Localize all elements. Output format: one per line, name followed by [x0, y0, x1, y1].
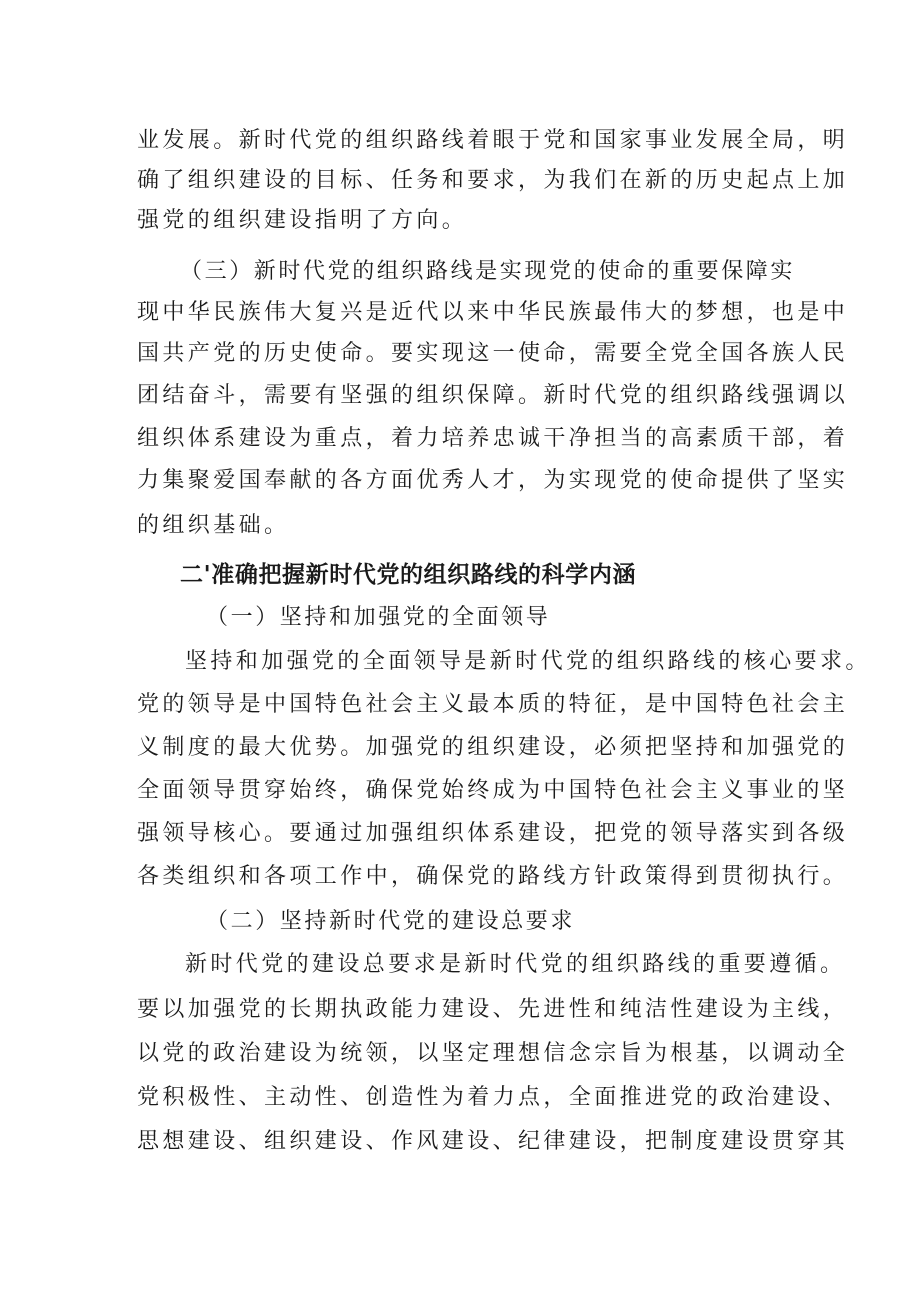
- subsection-heading: （三）新时代党的组织路线是实现党的使命的重要保障实: [180, 259, 796, 284]
- body-text-line: 要以加强党的长期执政能力建设、先进性和纯洁性建设为主线，: [137, 997, 849, 1022]
- subsection-heading: （二）坚持新时代党的建设总要求: [206, 909, 576, 934]
- body-text-line: 强党的组织建设指明了方向。: [137, 208, 468, 233]
- body-text-line: 的组织基础。: [137, 513, 290, 538]
- subsection-heading: （一）坚持和加强党的全面领导: [206, 605, 551, 630]
- body-text-line: 业发展。新时代党的组织路线着眼于党和国家事业发展全局，明: [137, 128, 849, 153]
- body-text-line: 现中华民族伟大复兴是近代以来中华民族最伟大的梦想，也是中: [137, 300, 849, 325]
- body-text-line: 坚持和加强党的全面领导是新时代党的组织路线的核心要求。: [185, 649, 871, 674]
- body-text-line: 团结奋斗，需要有坚强的组织保障。新时代党的组织路线强调以: [137, 383, 849, 408]
- section-heading: 二'准确把握新时代党的组织路线的科学内涵: [180, 562, 637, 588]
- body-text-line: 党积极性、主动性、创造性为着力点，全面推进党的政治建设、: [137, 1085, 849, 1110]
- body-text-line: 以党的政治建设为统领，以坚定理想信念宗旨为根基，以调动全: [137, 1041, 849, 1066]
- body-text-line: 党的领导是中国特色社会主义最本质的特征，是中国特色社会主: [137, 692, 849, 717]
- body-text-line: 确了组织建设的目标、任务和要求，为我们在新的历史起点上加: [137, 168, 849, 193]
- body-text-line: 强领导核心。要通过加强组织体系建设，把党的领导落实到各级: [137, 821, 849, 846]
- body-text-line: 力集聚爱国奉献的各方面优秀人才，为实现党的使命提供了坚实: [137, 468, 849, 493]
- body-text-line: 国共产党的历史使命。要实现这一使命，需要全党全国各族人民: [137, 341, 849, 366]
- body-text-line: 全面领导贯穿始终，确保党始终成为中国特色社会主义事业的坚: [137, 778, 849, 803]
- body-text-line: 组织体系建设为重点，着力培养忠诚干净担当的高素质干部，着: [137, 426, 849, 451]
- body-text-line: 各类组织和各项工作中，确保党的路线方针政策得到贯彻执行。: [137, 864, 849, 889]
- body-text-line: 义制度的最大优势。加强党的组织建设，必须把坚持和加强党的: [137, 735, 849, 760]
- body-text-line: 新时代党的建设总要求是新时代党的组织路线的重要遵循。: [185, 952, 846, 977]
- body-text-line: 思想建设、组织建设、作风建设、纪律建设，把制度建设贯穿其: [137, 1129, 849, 1154]
